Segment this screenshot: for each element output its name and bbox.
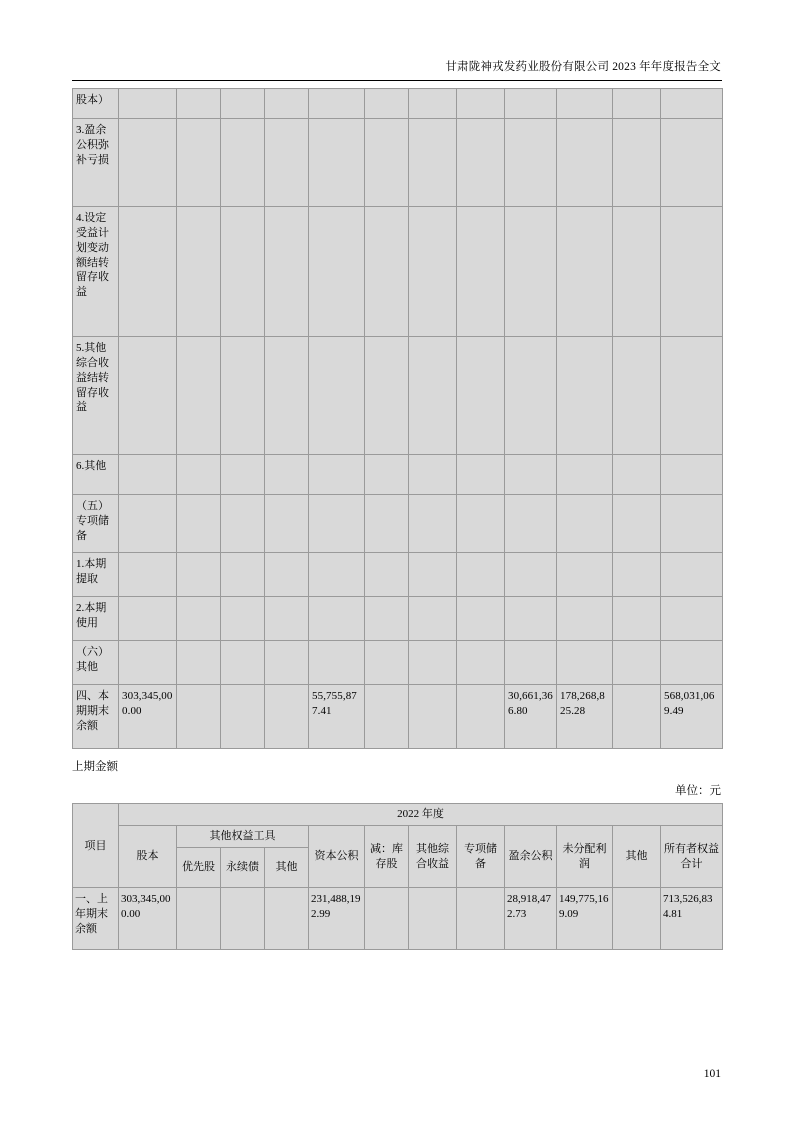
page-number: 101: [703, 1068, 721, 1080]
cell: [309, 553, 365, 597]
cell: [505, 207, 557, 337]
cell: [177, 119, 221, 207]
cell: [505, 597, 557, 641]
cell: [557, 207, 613, 337]
header-divider: [72, 80, 722, 81]
header-preferred-shares: 优先股: [177, 848, 221, 888]
cell: [409, 207, 457, 337]
cell: [613, 641, 661, 685]
cell: [557, 495, 613, 553]
cell: [309, 641, 365, 685]
cell: [613, 495, 661, 553]
cell: [505, 553, 557, 597]
header-period: 2022 年度: [119, 804, 723, 826]
cell: [409, 495, 457, 553]
unit-label: 单位：元: [675, 785, 721, 797]
cell-value: [613, 888, 661, 950]
cell-value: 55,755,877.41: [309, 685, 365, 749]
cell: [661, 119, 723, 207]
cell: [365, 337, 409, 455]
row-label: 6.其他: [73, 455, 119, 495]
cell: [365, 641, 409, 685]
cell: [119, 553, 177, 597]
cell-value: [221, 685, 265, 749]
row-label: 5.其他综合收益结转留存收益: [73, 337, 119, 455]
cell: [409, 119, 457, 207]
cell: [365, 495, 409, 553]
cell: [457, 495, 505, 553]
cell: [365, 89, 409, 119]
header-item: 项目: [73, 804, 119, 888]
cell-value: [265, 888, 309, 950]
cell: [661, 455, 723, 495]
cell: [613, 337, 661, 455]
cell: [557, 553, 613, 597]
previous-period-note: 上期金额: [72, 761, 118, 773]
cell: [119, 597, 177, 641]
table-row-total: [73, 685, 723, 749]
cell: [661, 641, 723, 685]
cell: [177, 455, 221, 495]
cell: [119, 89, 177, 119]
cell-value: 713,526,834.81: [661, 888, 723, 950]
cell: [221, 119, 265, 207]
cell: [265, 207, 309, 337]
cell-value: [177, 685, 221, 749]
cell: [309, 207, 365, 337]
table-row: [73, 337, 723, 455]
cell: [265, 89, 309, 119]
table-row: [73, 553, 723, 597]
cell: [365, 597, 409, 641]
cell: [557, 337, 613, 455]
cell: [265, 597, 309, 641]
header-total-equity: 所有者权益合计: [661, 826, 723, 888]
cell: [365, 207, 409, 337]
cell: [661, 553, 723, 597]
cell: [409, 641, 457, 685]
cell-value: 231,488,192.99: [309, 888, 365, 950]
table-header-group: [73, 826, 723, 848]
row-label: 3.盈余公积弥补亏损: [73, 119, 119, 207]
header-other-equity-instruments: 其他权益工具: [177, 826, 309, 848]
cell: [457, 641, 505, 685]
cell: [409, 89, 457, 119]
cell: [309, 89, 365, 119]
cell: [457, 337, 505, 455]
cell: [613, 597, 661, 641]
cell: [309, 119, 365, 207]
cell: [505, 89, 557, 119]
row-label: 一、上年期末余额: [73, 888, 119, 950]
cell: [557, 89, 613, 119]
table-row: [73, 455, 723, 495]
table-row: [73, 119, 723, 207]
cell-value: 178,268,825.28: [557, 685, 613, 749]
cell: [457, 553, 505, 597]
table-row: [73, 207, 723, 337]
cell: [177, 337, 221, 455]
cell: [409, 597, 457, 641]
cell: [309, 455, 365, 495]
cell-value: [457, 888, 505, 950]
cell: [265, 495, 309, 553]
row-label: 四、本期期末余额: [73, 685, 119, 749]
table-row: [73, 641, 723, 685]
equity-change-table-top: [72, 88, 723, 749]
cell: [613, 89, 661, 119]
cell: [177, 553, 221, 597]
cell: [119, 495, 177, 553]
cell: [119, 119, 177, 207]
cell: [409, 455, 457, 495]
cell: [119, 641, 177, 685]
equity-change-table-bottom: [72, 803, 723, 950]
cell: [505, 337, 557, 455]
header-share-capital: 股本: [119, 826, 177, 888]
cell: [221, 455, 265, 495]
cell-value: [409, 888, 457, 950]
page-content: [72, 88, 722, 950]
page-header: 甘肃陇神戎发药业股份有限公司 2023 年年度报告全文: [445, 61, 721, 73]
cell-value: [365, 685, 409, 749]
cell-value: 568,031,069.49: [661, 685, 723, 749]
cell: [365, 455, 409, 495]
row-label: （五）专项储备: [73, 495, 119, 553]
header-perpetual-bonds: 永续债: [221, 848, 265, 888]
cell: [309, 337, 365, 455]
cell: [457, 597, 505, 641]
row-label: 2.本期使用: [73, 597, 119, 641]
cell: [557, 119, 613, 207]
cell: [309, 597, 365, 641]
cell: [177, 597, 221, 641]
cell-value: [265, 685, 309, 749]
cell-value: 149,775,169.09: [557, 888, 613, 950]
cell: [661, 207, 723, 337]
cell: [265, 119, 309, 207]
table-row: [73, 888, 723, 950]
cell-value: [221, 888, 265, 950]
cell: [221, 553, 265, 597]
cell-value: 30,661,366.80: [505, 685, 557, 749]
cell: [505, 455, 557, 495]
table-row: [73, 89, 723, 119]
cell: [661, 89, 723, 119]
cell: [613, 207, 661, 337]
cell-value: 303,345,000.00: [119, 685, 177, 749]
header-other: 其他: [613, 826, 661, 888]
cell: [661, 597, 723, 641]
cell: [457, 89, 505, 119]
cell: [265, 553, 309, 597]
cell: [265, 641, 309, 685]
cell: [177, 89, 221, 119]
cell: [221, 207, 265, 337]
row-label: 1.本期提取: [73, 553, 119, 597]
cell: [221, 495, 265, 553]
cell: [505, 495, 557, 553]
cell: [221, 641, 265, 685]
row-label: 股本）: [73, 89, 119, 119]
cell: [661, 337, 723, 455]
table-row: [73, 495, 723, 553]
header-undistributed-profit: 未分配利润: [557, 826, 613, 888]
table-header-period: [73, 804, 723, 826]
cell: [661, 495, 723, 553]
cell: [457, 207, 505, 337]
header-other-instrument: 其他: [265, 848, 309, 888]
cell: [557, 641, 613, 685]
cell: [613, 119, 661, 207]
cell: [457, 455, 505, 495]
cell: [221, 89, 265, 119]
cell: [177, 641, 221, 685]
cell-value: 303,345,000.00: [119, 888, 177, 950]
cell: [613, 455, 661, 495]
cell-value: [409, 685, 457, 749]
cell: [505, 119, 557, 207]
header-surplus-reserve: 盈余公积: [505, 826, 557, 888]
row-label: 4.设定受益计划变动额结转留存收益: [73, 207, 119, 337]
cell: [409, 553, 457, 597]
cell: [119, 337, 177, 455]
header-other-comprehensive-income: 其他综合收益: [409, 826, 457, 888]
header-special-reserve: 专项储备: [457, 826, 505, 888]
cell: [177, 495, 221, 553]
cell-value: [613, 685, 661, 749]
header-capital-reserve: 资本公积: [309, 826, 365, 888]
cell: [557, 455, 613, 495]
cell: [457, 119, 505, 207]
cell: [505, 641, 557, 685]
cell-value: [177, 888, 221, 950]
cell: [119, 455, 177, 495]
cell: [265, 455, 309, 495]
cell-value: [365, 888, 409, 950]
cell: [365, 553, 409, 597]
cell-value: 28,918,472.73: [505, 888, 557, 950]
cell-value: [457, 685, 505, 749]
cell: [265, 337, 309, 455]
row-label: （六）其他: [73, 641, 119, 685]
cell: [409, 337, 457, 455]
cell: [365, 119, 409, 207]
cell: [119, 207, 177, 337]
cell: [221, 337, 265, 455]
cell: [309, 495, 365, 553]
table-row: [73, 597, 723, 641]
cell: [177, 207, 221, 337]
cell: [221, 597, 265, 641]
header-treasury-stock: 减：库存股: [365, 826, 409, 888]
cell: [613, 553, 661, 597]
cell: [557, 597, 613, 641]
